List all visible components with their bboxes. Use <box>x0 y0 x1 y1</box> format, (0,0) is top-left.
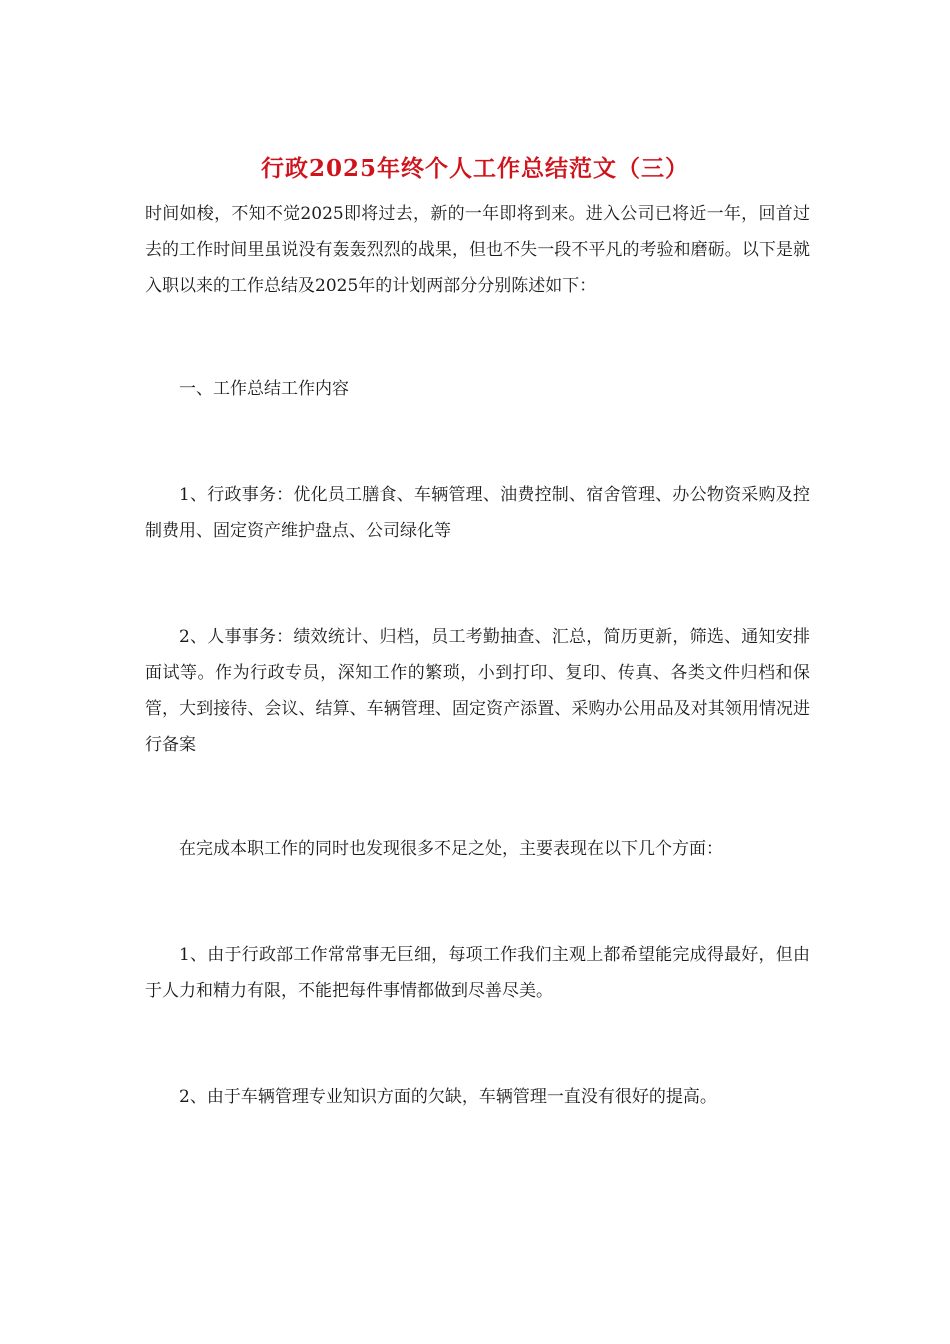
section-heading-work-summary: 一、工作总结工作内容 <box>179 379 349 399</box>
hr-affairs-paragraph: 2、人事事务：绩效统计、归档，员工考勤抽查、汇总，简历更新，筛选、通知安排面试等。作为行政专员，深知工作的繁琐，小到打印、复印、传真、各类文件归档和保管，大到接待、会议、结算、车辆管理、固定资产添置、采购办公用品及对其领用情况进行备案 <box>145 627 810 755</box>
admin-affairs-paragraph: 1、行政事务：优化员工膳食、车辆管理、油费控制、宿舍管理、办公物资采购及控制费用、固定资产维护盘点、公司绿化等 <box>145 485 810 541</box>
intro-paragraph: 时间如梭，不知不觉2025即将过去，新的一年即将到来。进入公司已将近一年，回首过去的工作时间里虽说没有轰轰烈烈的战果，但也不失一段不平凡的考验和磨砺。以下是就入职以来的工作总结及2025年的计划两部分分别陈述如下： <box>145 204 810 296</box>
shortcoming-item-2: 2、由于车辆管理专业知识方面的欠缺，车辆管理一直没有很好的提高。 <box>179 1087 717 1107</box>
shortcomings-intro-paragraph: 在完成本职工作的同时也发现很多不足之处，主要表现在以下几个方面： <box>179 839 723 859</box>
document-title: 行政2025年终个人工作总结范文（三） <box>260 155 689 182</box>
shortcoming-item-1: 1、由于行政部工作常常事无巨细，每项工作我们主观上都希望能完成得最好，但由于人力和精力有限，不能把每件事情都做到尽善尽美。 <box>145 945 810 1001</box>
